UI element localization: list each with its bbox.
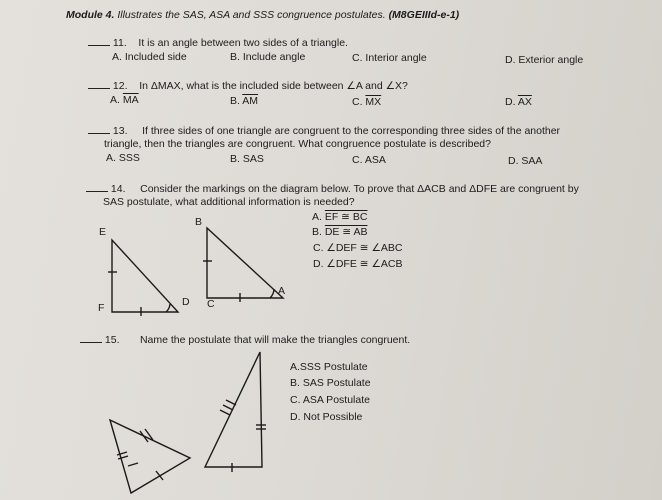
answer-blank[interactable] — [88, 36, 110, 46]
q11-option-a: A. Included side — [112, 51, 187, 63]
q15-option-b: B. SAS Postulate — [290, 377, 371, 389]
tick-mark — [117, 452, 127, 455]
tick-mark — [128, 463, 138, 466]
q12-option-b: B. $\overline{AM}$ — [230, 95, 259, 107]
answer-blank[interactable] — [88, 124, 110, 134]
module-label: Module 4. — [66, 9, 115, 21]
q14-option-b: B. DE ≅ AB — [312, 226, 368, 238]
question-14-stem-cont: SAS postulate, what additional information is needed? — [103, 196, 355, 208]
answer-blank[interactable] — [88, 79, 110, 89]
question-15-stem: 15. Name the postulate that will make the triangles congruent. — [80, 333, 410, 346]
q14-option-d: D. ∠DFE ≅ ∠ACB — [313, 258, 403, 270]
tick-mark — [118, 456, 128, 459]
vertex-label-d: D — [182, 296, 190, 308]
q12-option-d: D. $\overline{AX}$ — [505, 96, 532, 108]
q13-option-d: D. SAA — [508, 155, 543, 167]
vertex-label-f: F — [98, 302, 105, 314]
question-12-stem: 12. In ΔMAX, what is the included side between ∠A and ∠X? — [88, 79, 408, 92]
tick-mark — [145, 429, 153, 440]
question-13-stem: 13. If three sides of one triangle are congruent to the corresponding three sides of the another — [88, 124, 560, 137]
q14-option-a: A. EF ≅ BC — [312, 211, 368, 223]
answer-blank[interactable] — [86, 182, 108, 192]
q12-option-c: C. $\overline{MX}$ — [352, 96, 382, 108]
module-description: Illustrates the SAS, ASA and SSS congruence postulates. — [117, 9, 386, 21]
module-code: (M8GEIIId-e-1) — [388, 9, 460, 21]
triangle-acb — [207, 228, 286, 298]
question-11-stem: 11. It is an angle between two sides of a triangle. — [88, 36, 348, 49]
vertex-label-a: A — [278, 285, 286, 297]
question-13-stem-cont: triangle, then the triangles are congruent. What congruence postulate is described? — [104, 138, 491, 150]
tick-mark — [226, 400, 236, 405]
q14-option-c: C. ∠DEF ≅ ∠ABC — [313, 242, 403, 254]
q15-triangle-right — [205, 352, 262, 467]
vertex-label-b: B — [195, 216, 203, 228]
vertex-label-e: E — [99, 226, 107, 238]
q13-option-b: B. SAS — [230, 153, 264, 165]
angle-arc — [166, 304, 170, 312]
q15-triangle-left — [110, 420, 190, 493]
q11-option-d: D. Exterior angle — [505, 54, 584, 66]
module-header — [66, 9, 459, 21]
q13-option-c: C. ASA — [352, 154, 386, 166]
triangle-dfe — [112, 240, 178, 312]
tick-mark — [220, 410, 230, 415]
q13-option-a: A. SSS — [106, 152, 140, 164]
angle-arc — [270, 289, 274, 298]
tick-mark — [140, 431, 148, 442]
q15-option-d: D. Not Possible — [290, 411, 363, 423]
answer-blank[interactable] — [80, 333, 102, 343]
q12-option-a: A. $\overline{MA}$ — [110, 94, 139, 106]
q15-option-a: A.SSS Postulate — [290, 361, 368, 373]
question-14-stem: 14. Consider the markings on the diagram below. To prove that ΔACB and ΔDFE are congruent by — [86, 182, 579, 195]
tick-mark — [156, 471, 163, 480]
tick-mark — [223, 405, 233, 410]
vertex-label-c: C — [207, 298, 215, 310]
q15-option-c: C. ASA Postulate — [290, 394, 370, 406]
q11-option-b: B. Include angle — [230, 51, 306, 63]
q11-option-c: C. Interior angle — [352, 52, 427, 64]
